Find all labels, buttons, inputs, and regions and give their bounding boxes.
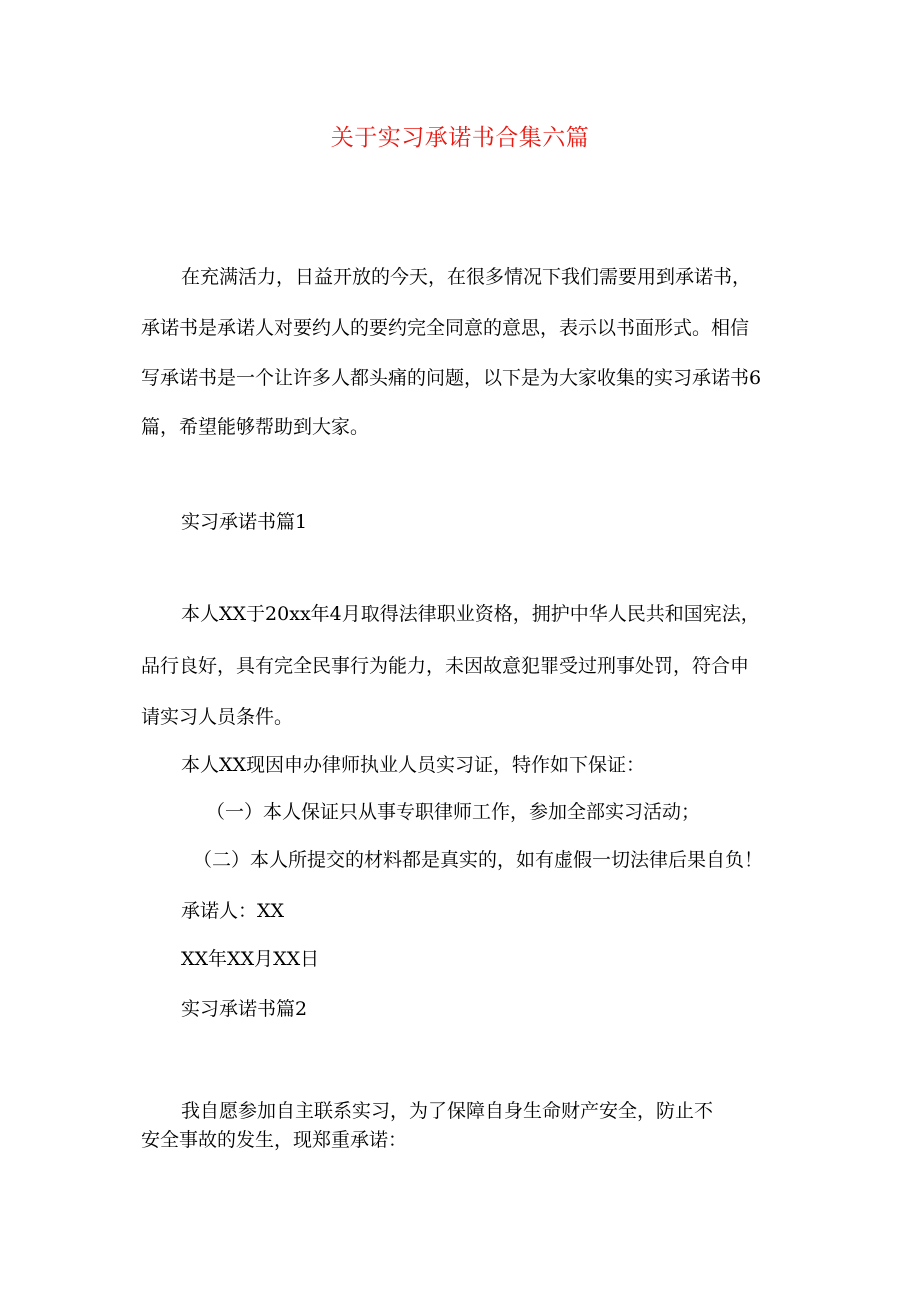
document-title: 关于实习承诺书合集六篇	[330, 125, 590, 151]
section2-para1-line-1: 我自愿参加自主联系实习，为了保障自身生命财产安全，防止不	[181, 1100, 714, 1122]
section1-heading: 实习承诺书篇1	[181, 511, 308, 533]
section1-date: XX年XX月XX日	[181, 948, 320, 970]
intro-line-4: 篇，希望能够帮助到大家。	[141, 416, 370, 438]
intro-line-1: 在充满活力，日益开放的今天，在很多情况下我们需要用到承诺书，	[181, 266, 752, 288]
section1-para2: 本人XX现因申办律师执业人员实习证，特作如下保证：	[181, 754, 646, 776]
section1-item-2: （二）本人所提交的材料都是真实的，如有虚假一切法律后果自负！	[193, 849, 764, 871]
section1-para1-line-1: 本人XX于20xx年4月取得法律职业资格，拥护中华人民共和国宪法，	[181, 603, 760, 625]
section2-heading: 实习承诺书篇2	[181, 998, 308, 1020]
section1-signer: 承诺人：XX	[181, 900, 285, 922]
section1-para1-line-3: 请实习人员条件。	[141, 706, 294, 728]
intro-line-3: 写承诺书是一个让许多人都头痛的问题，以下是为大家收集的实习承诺书6	[141, 367, 762, 389]
section1-item-1: （一）本人保证只从事专职律师工作，参加全部实习活动；	[206, 801, 701, 823]
section2-para1-line-2: 安全事故的发生，现郑重承诺：	[141, 1129, 408, 1151]
section1-para1-line-2: 品行良好，具有完全民事行为能力，未因故意犯罪受过刑事处罚，符合申	[141, 655, 750, 677]
intro-line-2: 承诺书是承诺人对要约人的要约完全同意的意思，表示以书面形式。相信	[141, 317, 750, 339]
